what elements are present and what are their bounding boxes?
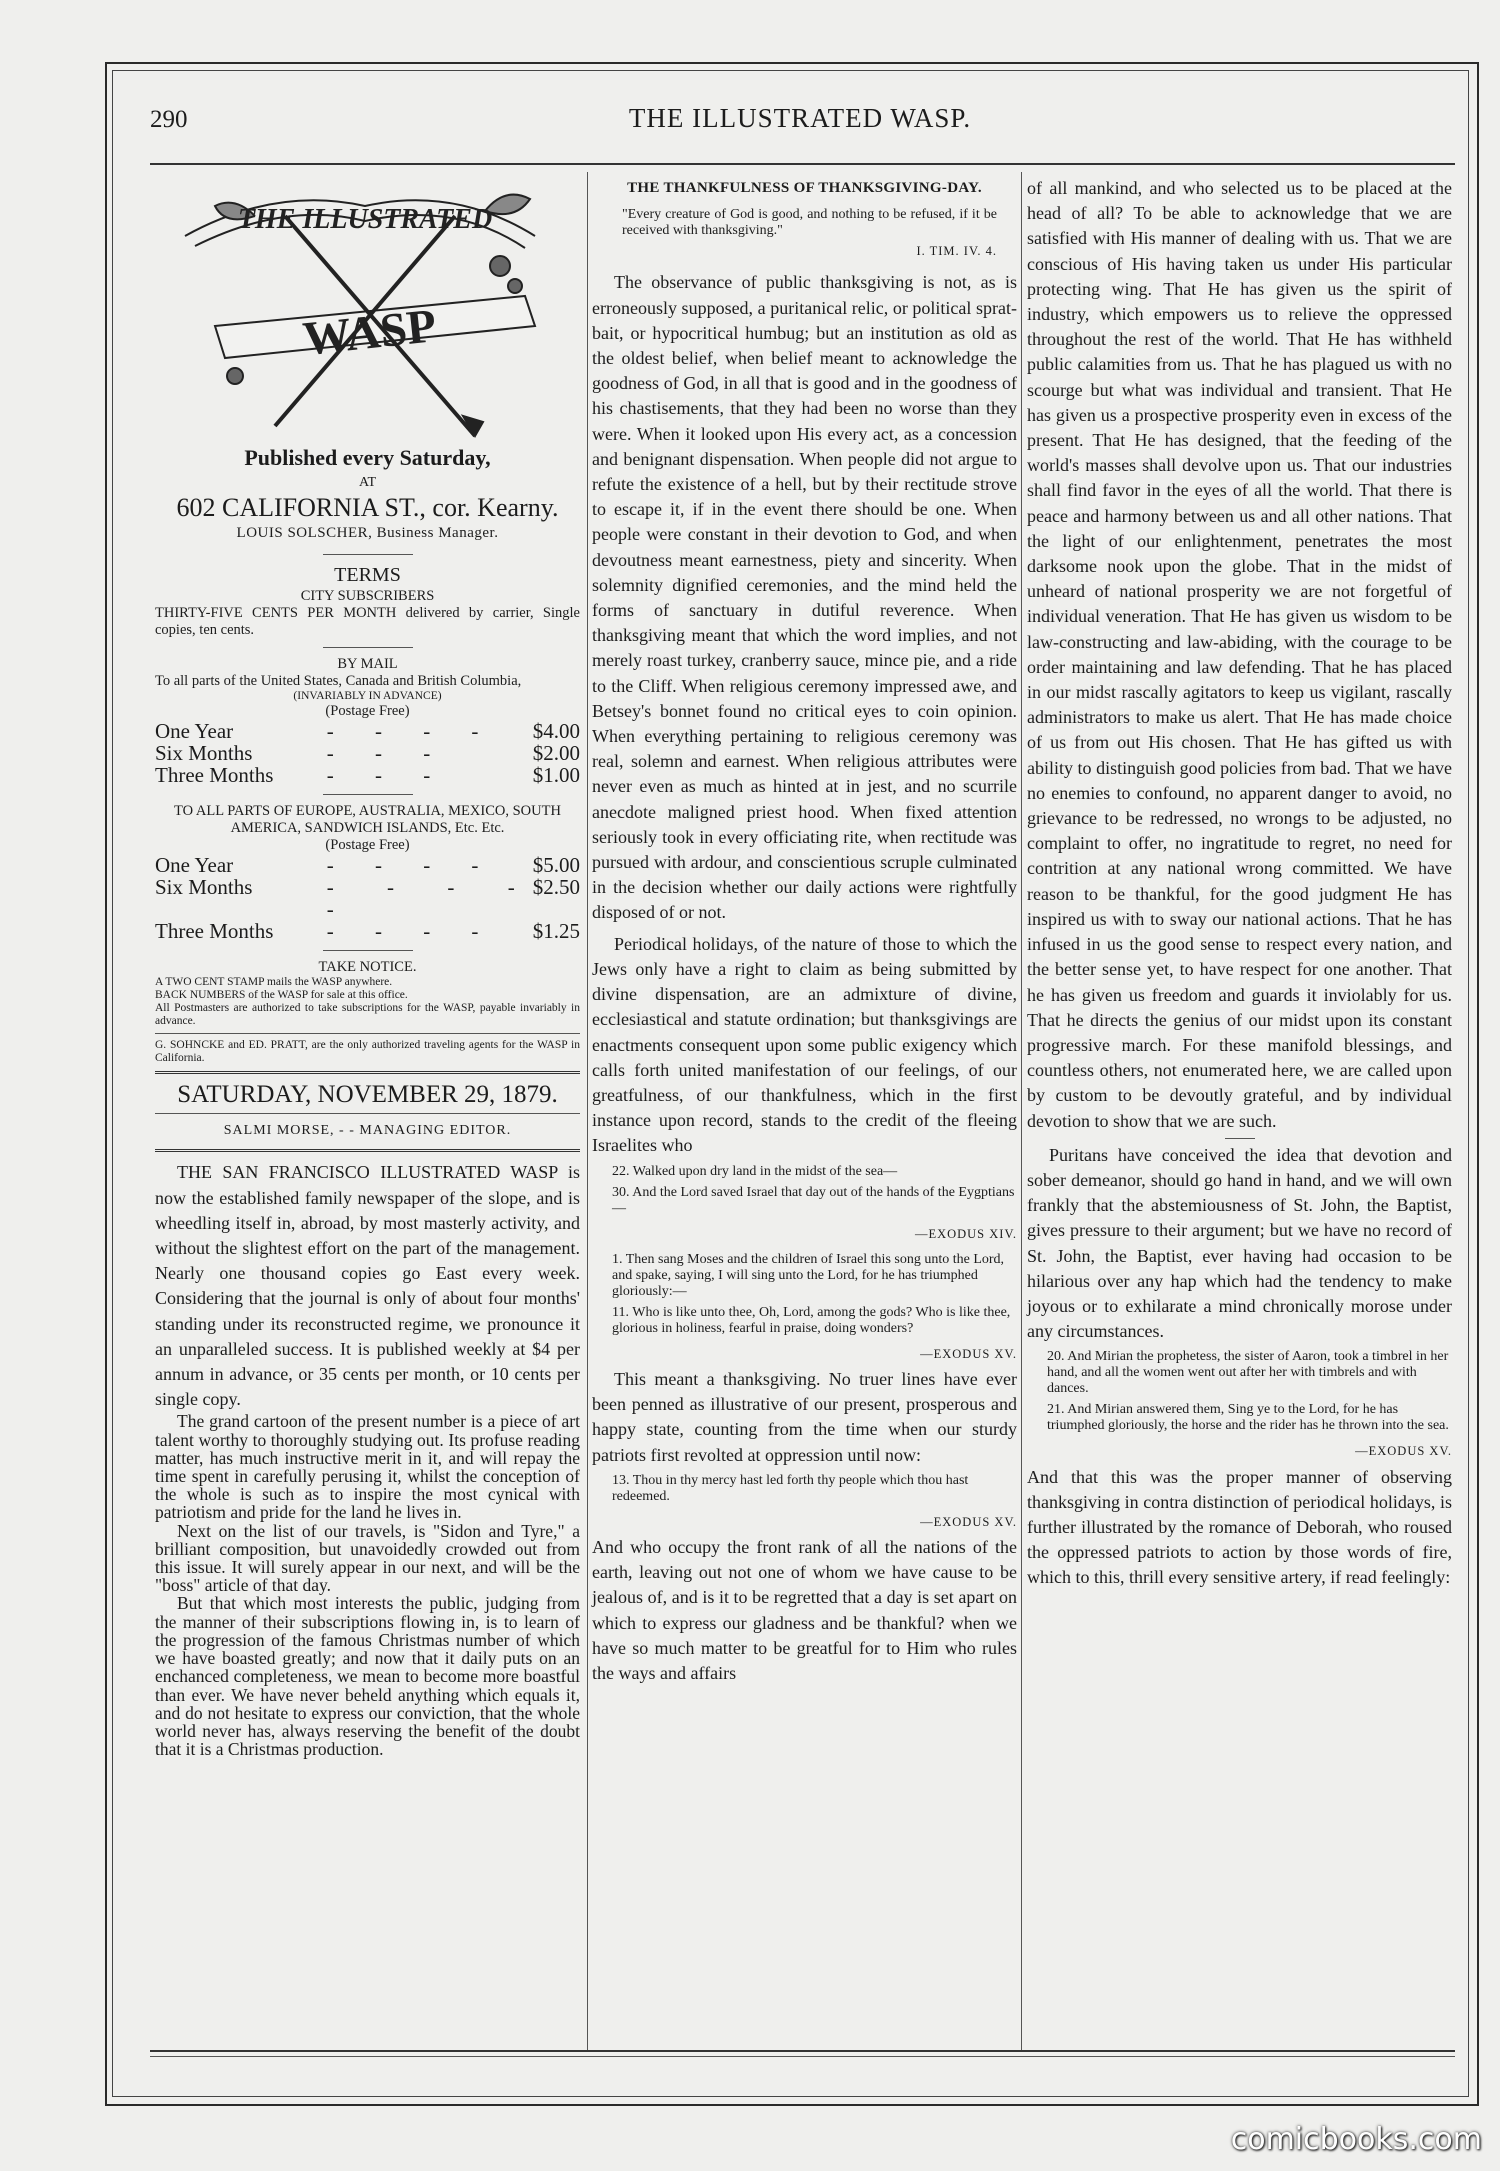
price-row: Six Months - - - $2.00 (155, 741, 580, 766)
publication-frequency: Published every Saturday, (244, 445, 491, 470)
city-heading: CITY SUBSCRIBERS (300, 588, 435, 605)
price-row: Six Months - - - - - $2.50 (155, 875, 580, 922)
wasp-masthead-logo (155, 176, 575, 441)
footer-rule (150, 2050, 1455, 2052)
scripture-verse: 22. Walked upon dry land in the midst of the sea— (612, 1163, 898, 1179)
column-left (155, 176, 580, 1758)
notice-line: All Postmasters are authorized to take subscriptions for the WASP, payable invariably in advance. (155, 1002, 580, 1028)
footer-rule (150, 2056, 1455, 2057)
at-label: AT (358, 475, 377, 491)
svg-text:THE ILLUSTRATED: THE ILLUSTRATED (237, 204, 493, 235)
article-paragraph: And who occupy the front rank of all the nations of the earth, leaving out not one of whom we have cause to be jealous of, and is it to be regretted that a day is set apart on which to express our gladness and be thankful? when we have so much matter to be greatful for to Him who rules the ways and affairs (592, 1536, 1017, 1683)
scripture-source: —EXODUS XV. (920, 1514, 1017, 1529)
mail-postage: (Postage Free) (325, 703, 410, 720)
header-rule (150, 163, 1455, 165)
office-address: 602 CALIFORNIA ST., cor. Kearny. (176, 493, 559, 523)
article-paragraph: The observance of public thanksgiving is not, as is erroneously supposed, a puritanical relic, or political sprat-bait, or hypocritical humbug; but an institution as old as the oldest belief, when belief meant to acknowledge the goodness of God, in all that is good and in the goodness of his chastisements, that they had been no worse than they were. When it looked upon His every act, as a concession and benignant dispensation. When people did not argue to refute the existence of a hell, but by their rectitude strove to escape it, if in the event there should be one. When people were constant in their devotion to God, and when devoutness meant earnestness, piety and sincerity. When solemnity dignified ceremonies, and the mind held the forms of sanctuary in dutiful reverence. When thanksgiving meant that which the word implies, and not merely roast turkey, cranberry sauce, mince pie, and a ride to the Cliff. When religious ceremony impressed awe, and Betsey's bonnet found no critical eyes to coin opinion. When everything pertaining to religious ceremony was real, solemn and earnest. When religious attributes were never even as much as hinted at in jest, and no scurrile anecdote maligned priest hood. When fixed attention seriously took in every officiating rite, when rectitude was pursued with ardour, and conscientious scruple culminated in the decision whether our daily actions were rightfully disposed of or not. (592, 272, 1017, 923)
editorial-paragraph: The grand cartoon of the present number is a piece of art talent worthy to thoroughly studying out. Its profuse reading matter, has much instructive merit in it, and will repay the time spent in carefully perusing it, whilst the conception of the whole is such as to inspire the most cynical with patriotism and pride for the land he lives in. (155, 1411, 580, 1523)
price-row: Three Months - - - $1.00 (155, 763, 580, 788)
scripture-verse: 13. Thou in thy mercy hast led forth thy people which thou hast redeemed. (612, 1472, 969, 1504)
scripture-verse: 30. And the Lord saved Israel that day out of the hands of the Eygptians— (612, 1184, 1015, 1216)
agents-notice: G. SOHNCKE and ED. PRATT, are the only authorized traveling agents for the WASP in California. (155, 1039, 580, 1065)
scripture-source: —EXODUS XIV. (914, 1226, 1017, 1241)
foreign-postage: (Postage Free) (325, 837, 410, 854)
notice-line: BACK NUMBERS of the WASP for sale at this office. (155, 989, 408, 1002)
column-middle (592, 176, 1017, 1686)
dateline: SATURDAY, NOVEMBER 29, 1879. (177, 1081, 558, 1109)
column-rule-2 (1021, 172, 1022, 2052)
editorial-paragraph: But that which most interests the public, judging from the manner of their subscriptions flowing in, is to learn of the progression of the famous Christmas number of which we have boasted greatly; and now that it daily puts on an enchanced completeness, we mean to become more boastful than ever. We have never beheld anything which equals it, and do not hesitate to express our conviction, that the whole world never has, always reserving the benefit of the doubt that it is a Christmas production. (155, 1593, 580, 1760)
scripture-verse: 11. Who is like unto thee, Oh, Lord, among the gods? Who is like thee, glorious in holiness, fearful in praise, doing wonders? (612, 1304, 1011, 1336)
double-rule (155, 1071, 580, 1074)
scripture-verse: 21. And Mirian answered them, Sing ye to the Lord, for he has triumphed gloriously, the horse and the rider has he thrown into the sea. (1047, 1402, 1449, 1434)
article-title: THE THANKFULNESS OF THANKSGIVING-DAY. (627, 180, 982, 196)
editorial-paragraph: THE SAN FRANCISCO ILLUSTRATED WASP is now the established family newspaper of the slope, and is wheedling itself in, abroad, by most masterly activity, and without the slightest effort on the part of the management. Nearly one thousand copies go East every week. Considering that the journal is only of about four months' standing under its reconstructed regime, we pronounce it an unparalleled success. It is published weekly at $4 per annum in advance, or 35 cents per month, or 10 cents per single copy. (155, 1162, 580, 1410)
scripture-source: —EXODUS XV. (920, 1346, 1017, 1361)
article-paragraph: Periodical holidays, of the nature of those to which the Jews only have a right to claim as being submitted by divine dispensation, are an admixture of divine, ecclesiastical and statute ordination; but thanksgivings are enactments consequent upon some public exigency which calls forth united manifestation of our feelings, of our greatfulness, of our thankfulness, which in the first instance upon record, stands to the credit of the fleeing Israelites who (592, 933, 1017, 1156)
scripture-source: —EXODUS XV. (1355, 1444, 1452, 1459)
price-row: One Year - - - - $4.00 (155, 719, 580, 744)
price-row: Three Months - - - - $1.25 (155, 919, 580, 944)
business-manager: LOUIS SOLSCHER, Business Manager. (236, 524, 499, 541)
notice-line: A TWO CENT STAMP mails the WASP anywhere. (155, 976, 393, 989)
page-number: 290 (150, 106, 188, 133)
city-text: THIRTY-FIVE CENTS PER MONTH delivered by carrier, Single copies, ten cents. (155, 605, 580, 639)
column-rule-1 (587, 172, 588, 2052)
article-paragraph: And that this was the proper manner of observing thanksgiving in contra distinction of periodical holidays, is further illustrated by the romance of Deborah, who roused the oppressed patriots to action by those words of fire, which to this, thrill every sensitive artery, if read feelingly: (1027, 1466, 1452, 1588)
epigraph-source: I. TIM. IV. 4. (916, 244, 997, 259)
foreign-heading: TO ALL PARTS OF EUROPE, AUSTRALIA, MEXICO, SOUTH AMERICA, SANDWICH ISLANDS, Etc. Etc. (174, 803, 561, 837)
mail-heading: BY MAIL (337, 656, 398, 673)
column-right (1027, 176, 1452, 1591)
running-head: THE ILLUSTRATED WASP. (628, 103, 972, 133)
divider (323, 950, 413, 951)
editorial-paragraph: Next on the list of our travels, is "Sidon and Tyre," a brilliant composition, but unavoidedly crowded out from this issue. It will surely appear in our next, and will be the "boss" article of that day. (155, 1520, 580, 1596)
article-paragraph: This meant a thanksgiving. No truer lines have ever been penned as illustrative of our present, prosperous and happy state, counting from the time when our sturdy patriots first revolted at oppression until now: (592, 1368, 1017, 1465)
site-watermark: comicbooks.com (1230, 2122, 1482, 2157)
divider (323, 554, 413, 555)
divider (323, 647, 413, 648)
epigraph: "Every creature of God is good, and nothing to be refused, if it be received with thanksgiving." (622, 207, 997, 239)
divider (1225, 1138, 1255, 1139)
price-row: One Year - - - - $5.00 (155, 853, 580, 878)
page-header (150, 98, 1450, 138)
double-rule (155, 1149, 580, 1152)
article-paragraph: Puritans have conceived the idea that devotion and sober demeanor, should go hand in hand, and we will own frankly that the abstemiousness of St. John, the Baptist, gives pressure to their argument; but we have no record of St. John, the Baptist, ever having had occasion to be hilarious over any hap which had the tendency to make joyous or to exhilarate a mind chronically morose under any circumstances. (1027, 1144, 1452, 1342)
notice-heading: TAKE NOTICE. (318, 959, 417, 976)
divider (323, 794, 413, 795)
terms-heading: TERMS (334, 563, 401, 586)
mail-invariably: (INVARIABLY IN ADVANCE) (293, 690, 442, 703)
svg-text:WASP: WASP (300, 299, 439, 366)
scripture-verse: 1. Then sang Moses and the children of Israel this song unto the Lord, and spake, saying, I will sing unto the Lord, for he has triumphed gloriously:— (612, 1251, 1005, 1299)
article-paragraph: of all mankind, and who selected us to be placed at the head of all? To be able to acknowledge that we are satisfied with His manner of dealing with us. That we are conscious of His having taken us under His particular protecting wing. That He has given us the spirit of industry, which empowers us to relieve the oppressed throughout the rest of the world. That He has withheld public calamities from us. That he has plagued us with no scourge but what was individual and transient. That He has given us a prospective prosperity even in excess of the present. That He has designed, that the feeding of the world's masses shall devolve upon us. That our industries shall find favor in the eyes of all the world. That there is peace and harmony between us and all other nations. That the light of our enlightenment, penetrates the most darksome nook upon the globe. That in the midst of unheard of national prosperity we are not forgetful of individual veneration. That He has given us wisdom to be law-constructing and law-abiding, with the courage to be order maintaining and law defending. That he has placed in our midst rascally agitators to keep us vigilant, rascally administrators to make us alert. That He has made choice of us from out His chosen. That He has gifted us with ability to distinguish good policies from bad. That we have no enemies to confound, no apparent danger to avoid, no grievance to be redressed, no wrongs to be adjusted, no complaint to offer, no ingratitude to regret, no need for contrition at any national wrong committed. We have reason to be thankful, for the good judgment He has inspired us with to sway our national actions. That he has infused in us the good sense to respect every nation, and the better sense yet, to have respect for one another. That he has given us freedom and guards it inviolably for us. That he directs the genius of our midst upon its constant progressive march. For these manifold blessings, and countless others, not enumerated here, we are called upon by custom to be devoutly grateful, and by individual devotion to show that we are such. (1027, 178, 1452, 1131)
mail-text: To all parts of the United States, Canada and British Columbia, (155, 673, 522, 690)
scripture-verse: 20. And Mirian the prophetess, the sister of Aaron, took a timbrel in her hand, and all the women went out after her with timbrels and with dances. (1047, 1349, 1449, 1397)
managing-editor: SALMI MORSE, - - MANAGING EDITOR. (223, 1123, 512, 1139)
